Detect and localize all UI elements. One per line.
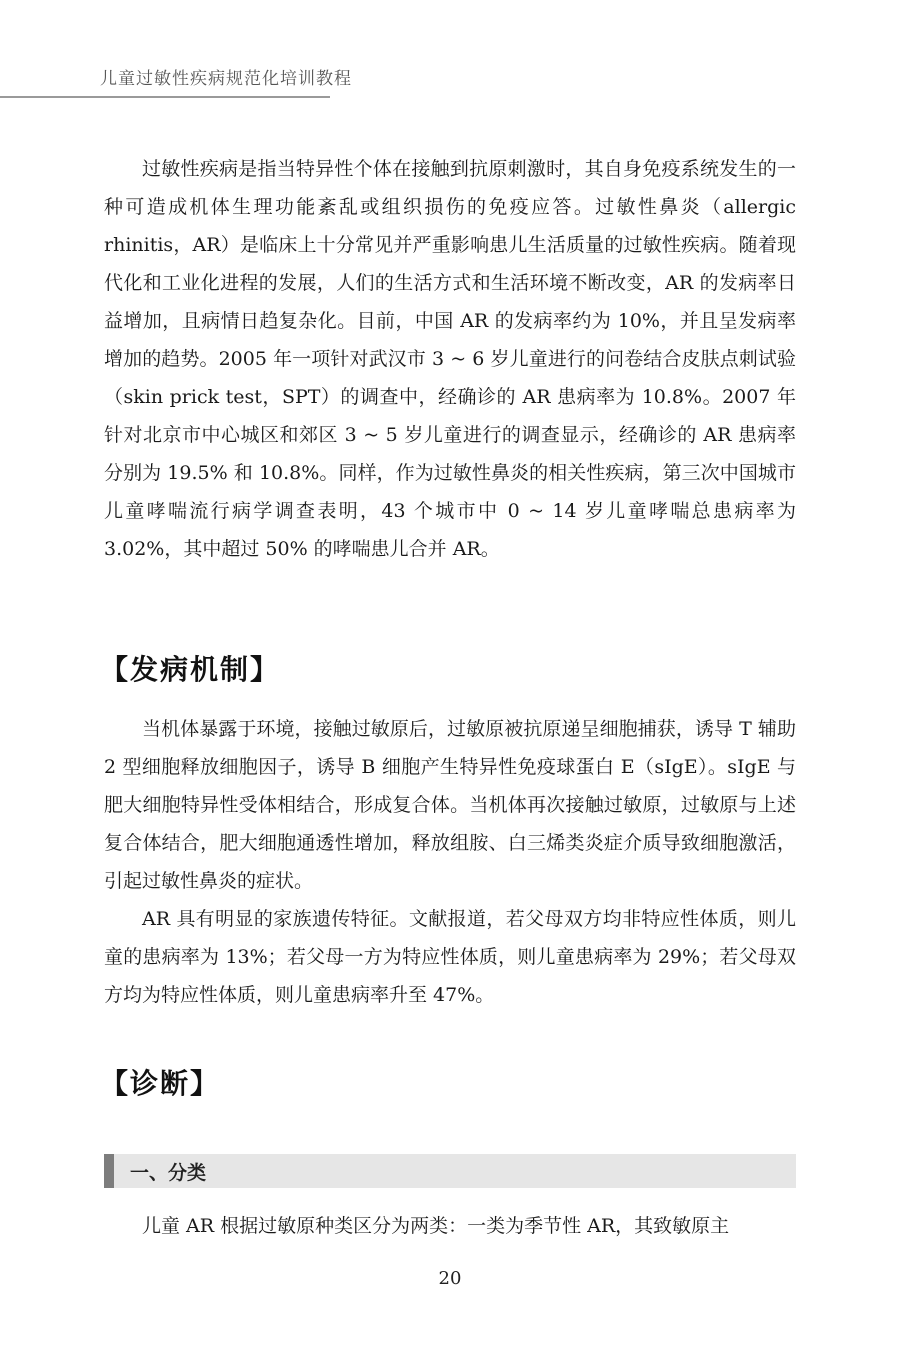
pathogenesis-paragraph-2: AR 具有明显的家族遗传特征。文献报道，若父母双方均非特应性体质，则儿童的患病率为 13%；若父母一方为特应性体质，则儿童患病率为 29%；若父母双方均为特应性体质，则儿童患病率升至 47%。 — [104, 908, 796, 1006]
diagnosis-heading: 【诊断】 — [100, 1067, 221, 1100]
classification-subheading: 一、分类 — [130, 1162, 207, 1184]
page-number: 20 — [438, 1268, 462, 1289]
classification-paragraph: 儿童 AR 根据过敏原种类区分为两类：一类为季节性 AR，其致敏原主 — [142, 1215, 730, 1237]
classification-subheading-bar — [104, 1154, 796, 1188]
pathogenesis-paragraph-1: 当机体暴露于环境，接触过敏原后，过敏原被抗原递呈细胞捕获，诱导 T 辅助 2 型细胞释放细胞因子，诱导 B 细胞产生特异性免疫球蛋白 E（sIgE）。sIgE 与肥大细胞特异性受体相结合，形成复合体。当机体再次接触过敏原，过敏原与上述复合体结合，肥大细胞通透性增加，释放组胺、白三烯类炎症介质导致细胞激活，引起过敏性鼻炎的症状。 — [104, 718, 796, 892]
running-header-title: 儿童过敏性疾病规范化培训教程 — [100, 69, 352, 89]
intro-paragraph: 过敏性疾病是指当特异性个体在接触到抗原刺激时，其自身免疫系统发生的一种可造成机体生理功能紊乱或组织损伤的免疫应答。过敏性鼻炎（allergic rhinitis，AR）是临床上十分常见并严重影响患儿生活质量的过敏性疾病。随着现代化和工业化进程的发展，人们的生活方式和生活环境不断改变，AR 的发病率日益增加，且病情日趋复杂化。目前，中国 AR 的发病率约为 10%，并且呈发病率增加的趋势。2005 年一项针对武汉市 3 ~ 6 岁儿童进行的问卷结合皮肤点刺试验（skin prick test，SPT）的调查中，经确诊的 AR 患病率为 10.8%。2007 年针对北京市中心城区和郊区 3 ~ 5 岁儿童进行的调查显示，经确诊的 AR 患病率分别为 19.5% 和 10.8%。同样，作为过敏性鼻炎的相关性疾病，第三次中国城市儿童哮喘流行病学调查表明，43 个城市中 0 ~ 14 岁儿童哮喘总患病率为 3.02%，其中超过 50% 的哮喘患儿合并 AR。 — [104, 158, 796, 560]
pathogenesis-heading: 【发病机制】 — [100, 653, 281, 686]
subheading-accent-bar — [104, 1154, 114, 1188]
header-rule — [0, 96, 330, 98]
